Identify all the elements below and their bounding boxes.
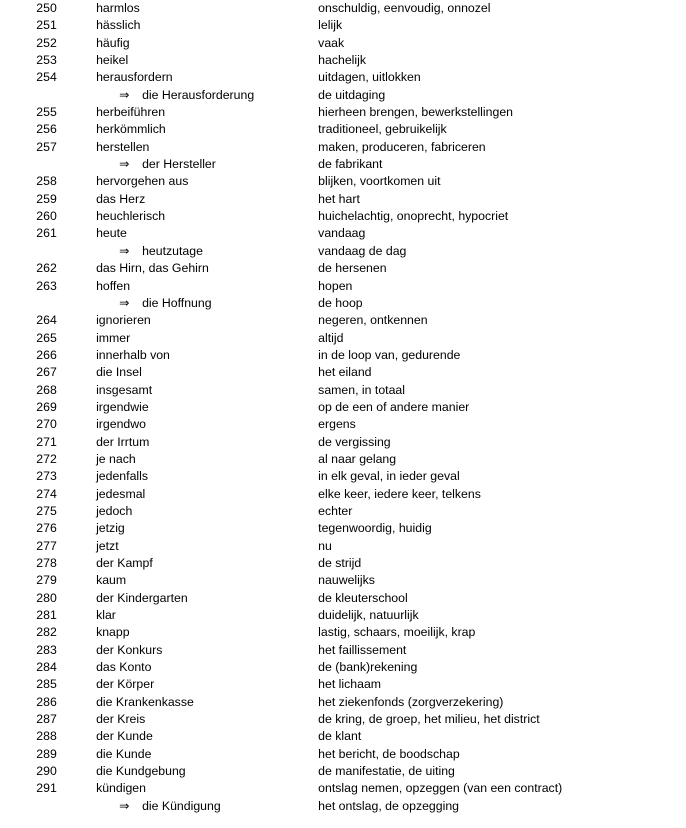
german-term [96,347,318,364]
subentry-wrapper [96,798,221,815]
german-subterm-label: die Hoffnung [142,295,212,310]
german-term-label: der Konkurs [96,642,163,657]
german-term [96,434,318,451]
dutch-translation: op de een of andere manier [318,399,470,414]
german-subterm-label: der Hersteller [142,157,216,172]
entry-number: 257 [36,139,57,154]
entry-number: 269 [36,399,57,414]
german-term [96,208,318,225]
double-arrow-right-icon: ⇒ [119,243,130,258]
vocabulary-entry-row [0,780,686,797]
german-term-label: immer [96,330,131,345]
entry-number: 274 [36,486,57,501]
dutch-translation: hachelijk [318,53,367,68]
dutch-translation: huichelachtig, onoprecht, hypocriet [318,209,509,224]
german-term-label: klar [96,608,116,623]
dutch-translation: lastig, schaars, moeilijk, krap [318,625,476,640]
german-term [96,87,318,104]
column-spacer [57,416,96,433]
column-spacer [57,225,96,242]
german-subterm-label: die Herausforderung [142,87,255,102]
entry-number: 272 [36,451,57,466]
german-term [96,312,318,329]
column-spacer [57,780,96,797]
german-term-label: innerhalb von [96,347,170,362]
german-term [96,17,318,34]
column-spacer [57,503,96,520]
dutch-translation: duidelijk, natuurlijk [318,608,419,623]
vocabulary-entry-row [0,434,686,451]
german-term-label: die Kundgebung [96,764,186,779]
german-term-label: irgendwo [96,417,146,432]
dutch-translation: in de loop van, gedurende [318,347,461,362]
vocabulary-entry-row [0,711,686,728]
entry-number: 277 [36,538,57,553]
vocabulary-entry-row [0,659,686,676]
vocabulary-entry-row [0,555,686,572]
german-term [96,139,318,156]
german-term-label: die Kunde [96,746,152,761]
german-term [96,503,318,520]
entry-number: 284 [36,660,57,675]
column-spacer [57,694,96,711]
entry-number: 281 [36,608,57,623]
german-term-label: die Krankenkasse [96,694,194,709]
vocabulary-entry-row [0,225,686,242]
german-term [96,659,318,676]
entry-number: 266 [36,347,57,362]
german-term [96,295,318,312]
entry-number [0,243,57,260]
entry-number: 258 [36,174,57,189]
column-spacer [57,260,96,277]
german-term-label: der Kreis [96,712,146,727]
german-term-label: jetzig [96,521,125,536]
vocabulary-entry-row [0,728,686,745]
dutch-translation: samen, in totaal [318,382,405,397]
vocabulary-entry-row [0,503,686,520]
column-spacer [57,173,96,190]
german-term-label: häufig [96,35,130,50]
column-spacer [57,17,96,34]
dutch-translation: elke keer, iedere keer, telkens [318,486,481,501]
entry-number: 283 [36,642,57,657]
vocabulary-entry-row [0,208,686,225]
german-term-label: irgendwie [96,399,149,414]
german-term [96,191,318,208]
entry-number: 289 [36,746,57,761]
dutch-translation: al naar gelang [318,451,397,466]
german-term [96,607,318,624]
column-spacer [57,520,96,537]
dutch-translation: onschuldig, eenvoudig, onnozel [318,1,491,15]
vocabulary-entry-row [0,104,686,121]
german-term-label: harmlos [96,1,140,15]
vocabulary-entry-row [0,416,686,433]
dutch-translation: blijken, voortkomen uit [318,174,441,189]
german-term-label: je nach [96,451,136,466]
german-term [96,173,318,190]
german-term [96,156,318,173]
vocabulary-entry-row [0,607,686,624]
vocabulary-entry-row [0,260,686,277]
entry-number: 263 [36,278,57,293]
entry-number: 278 [36,556,57,570]
dutch-translation: maken, produceren, fabriceren [318,139,486,154]
dutch-translation: ontslag nemen, opzeggen (van een contract) [318,781,563,796]
german-term-label: jedesmal [96,486,146,501]
german-term-label: heute [96,226,127,241]
german-term-label: herstellen [96,139,150,154]
entry-number: 265 [36,330,57,345]
vocabulary-entry-row [0,330,686,347]
vocabulary-entry-row [0,572,686,589]
dutch-translation: de kleuterschool [318,590,408,605]
german-term [96,572,318,589]
german-term [96,798,318,815]
vocabulary-entry-row [0,312,686,329]
vocabulary-entry-row [0,642,686,659]
column-spacer [57,590,96,607]
dutch-translation: lelijk [318,18,343,33]
dutch-translation: de strijd [318,556,362,570]
german-term-label: der Körper [96,677,155,692]
dutch-translation: ergens [318,417,356,432]
german-term [96,399,318,416]
entry-number: 256 [36,122,57,137]
vocabulary-entry-row [0,520,686,537]
column-spacer [57,642,96,659]
vocabulary-entry-row [0,624,686,641]
dutch-translation: de hoop [318,295,363,310]
german-term [96,278,318,295]
vocabulary-entry-row [0,35,686,52]
dutch-translation: vaak [318,35,345,50]
vocabulary-entry-row [0,69,686,86]
german-term [96,520,318,537]
german-term [96,382,318,399]
entry-number: 285 [36,677,57,692]
double-arrow-right-icon: ⇒ [119,157,130,172]
german-term-label: der Kunde [96,729,153,744]
column-spacer [57,208,96,225]
german-term [96,711,318,728]
vocabulary-subentry-row [0,295,686,312]
column-spacer [57,572,96,589]
german-term [96,468,318,485]
entry-number: 286 [36,694,57,709]
vocabulary-entry-row [0,538,686,555]
double-arrow-right-icon: ⇒ [119,87,130,102]
dutch-translation: de fabrikant [318,157,383,172]
entry-number: 271 [36,434,57,449]
german-term [96,52,318,69]
german-term [96,694,318,711]
german-term-label: knapp [96,625,130,640]
entry-number: 254 [36,70,57,85]
double-arrow-right-icon: ⇒ [119,798,130,813]
entry-number: 262 [36,261,57,276]
column-spacer [57,538,96,555]
column-spacer [57,555,96,572]
column-spacer [57,191,96,208]
german-term-label: das Konto [96,660,152,675]
vocabulary-subentry-row [0,243,686,260]
column-spacer [57,399,96,416]
column-spacer [57,295,96,312]
double-arrow-right-icon: ⇒ [119,295,130,310]
dutch-translation: altijd [318,330,344,345]
vocabulary-subentry-row [0,156,686,173]
german-term-label: herausfordern [96,70,173,85]
german-term [96,121,318,138]
german-term [96,364,318,381]
column-spacer [57,364,96,381]
dutch-translation: de klant [318,729,362,744]
german-term [96,624,318,641]
german-term-label: jedoch [96,503,133,518]
german-term [96,486,318,503]
entry-number [0,156,57,173]
german-term-label: die Insel [96,365,142,380]
column-spacer [57,121,96,138]
vocabulary-entry-row [0,763,686,780]
dutch-translation: tegenwoordig, huidig [318,521,432,536]
dutch-translation: het faillissement [318,642,407,657]
dutch-translation: de uitdaging [318,87,386,102]
entry-number: 250 [36,1,57,15]
vocabulary-entry-row [0,121,686,138]
vocabulary-entry-row [0,364,686,381]
vocabulary-subentry-row [0,798,686,815]
german-term-label: der Irrtum [96,434,150,449]
dutch-translation: negeren, ontkennen [318,313,428,328]
german-term-label: jetzt [96,538,119,553]
dutch-translation: het hart [318,191,360,206]
entry-number: 260 [36,209,57,224]
entry-number: 276 [36,521,57,536]
vocabulary-subentry-row [0,87,686,104]
german-term-label: das Herz [96,191,146,206]
column-spacer [57,278,96,295]
entry-number [0,87,57,104]
dutch-translation: hopen [318,278,353,293]
vocabulary-entry-row [0,0,686,17]
entry-number: 275 [36,503,57,518]
column-spacer [57,676,96,693]
entry-number: 279 [36,573,57,588]
column-spacer [57,659,96,676]
column-spacer [57,728,96,745]
column-spacer [57,69,96,86]
vocabulary-entry-row [0,486,686,503]
dutch-translation: de hersenen [318,261,387,276]
vocabulary-entry-row [0,694,686,711]
german-term [96,590,318,607]
entry-number: 290 [36,764,57,779]
german-term [96,69,318,86]
german-term-label: heuchlerisch [96,209,166,224]
german-term-label: kaum [96,573,127,588]
german-term-label: das Hirn, das Gehirn [96,261,209,276]
entry-number: 253 [36,53,57,68]
german-term [96,728,318,745]
german-term [96,538,318,555]
german-term [96,35,318,52]
german-term-label: jedenfalls [96,469,149,484]
entry-number: 287 [36,712,57,727]
entry-number: 259 [36,191,57,206]
german-term [96,763,318,780]
column-spacer [57,451,96,468]
german-subterm-label: heutzutage [142,243,203,258]
german-term-label: insgesamt [96,382,153,397]
entry-number: 268 [36,382,57,397]
vocabulary-entry-row [0,52,686,69]
german-term-label: hoffen [96,278,131,293]
column-spacer [57,624,96,641]
entry-number: 261 [36,226,57,241]
german-term [96,780,318,797]
dutch-translation: het bericht, de boodschap [318,746,460,761]
german-term-label: hervorgehen aus [96,174,189,189]
subentry-wrapper [96,156,216,173]
column-spacer [57,468,96,485]
entry-number [0,798,57,815]
column-spacer [57,87,96,104]
entry-number: 291 [36,781,57,796]
entry-number: 255 [36,105,57,120]
entry-number: 267 [36,365,57,380]
german-term [96,104,318,121]
german-term-label: der Kindergarten [96,590,188,605]
german-term [96,451,318,468]
vocabulary-entry-row [0,399,686,416]
column-spacer [57,763,96,780]
german-term [96,555,318,572]
subentry-wrapper [96,243,203,260]
german-subterm-label: die Kündigung [142,798,221,813]
vocabulary-entry-row [0,173,686,190]
german-term-label: hässlich [96,18,141,33]
subentry-wrapper [96,87,254,104]
entry-number: 264 [36,313,57,328]
dutch-translation: de vergissing [318,434,391,449]
vocabulary-entry-row [0,17,686,34]
dutch-translation: echter [318,503,353,518]
column-spacer [57,35,96,52]
german-term [96,243,318,260]
dutch-translation: vandaag de dag [318,243,407,258]
dutch-translation: het ontslag, de opzegging [318,798,460,813]
vocabulary-entry-row [0,191,686,208]
german-term-label: ignorieren [96,313,151,328]
column-spacer [57,746,96,763]
german-term-label: herkömmlich [96,122,166,137]
vocabulary-entry-row [0,451,686,468]
vocabulary-entry-row [0,139,686,156]
dutch-translation: het eiland [318,365,372,380]
dutch-translation: hierheen brengen, bewerkstellingen [318,105,514,120]
german-term-label: herbeiführen [96,105,166,120]
dutch-translation: nauwelijks [318,573,375,588]
entry-number: 270 [36,417,57,432]
entry-number: 288 [36,729,57,744]
entry-number: 251 [36,18,57,33]
vocabulary-entry-row [0,278,686,295]
german-term [96,225,318,242]
dutch-translation: vandaag [318,226,366,241]
german-term [96,746,318,763]
vocabulary-entry-row [0,746,686,763]
dutch-translation: het ziekenfonds (zorgverzekering) [318,694,504,709]
dutch-translation: de manifestatie, de uiting [318,764,455,779]
column-spacer [57,312,96,329]
column-spacer [57,104,96,121]
dutch-translation: de (bank)rekening [318,660,418,675]
dutch-translation: uitdagen, uitlokken [318,70,421,85]
column-spacer [57,382,96,399]
vocabulary-entry-row [0,590,686,607]
dutch-translation: in elk geval, in ieder geval [318,469,460,484]
entry-number: 252 [36,35,57,50]
column-spacer [57,139,96,156]
vocabulary-entry-row [0,468,686,485]
german-term [96,260,318,277]
column-spacer [57,52,96,69]
german-term [96,0,318,17]
column-spacer [57,711,96,728]
column-spacer [57,330,96,347]
column-spacer [57,243,96,260]
column-spacer [57,607,96,624]
column-spacer [57,156,96,173]
dutch-translation: het lichaam [318,677,382,692]
entry-number [0,295,57,312]
german-term [96,330,318,347]
entry-number: 280 [36,590,57,605]
column-spacer [57,434,96,451]
vocabulary-entry-row [0,676,686,693]
vocabulary-entry-row [0,382,686,399]
german-term [96,676,318,693]
german-term-label: heikel [96,53,129,68]
german-term-label: der Kampf [96,556,153,570]
column-spacer [57,486,96,503]
column-spacer [57,0,96,17]
german-term-label: kündigen [96,781,146,796]
dutch-translation: nu [318,538,332,553]
subentry-wrapper [96,295,212,312]
entry-number: 282 [36,625,57,640]
german-term [96,642,318,659]
entry-number: 273 [36,469,57,484]
column-spacer [57,798,96,815]
german-term [96,416,318,433]
dutch-translation: traditioneel, gebruikelijk [318,122,447,137]
dutch-translation: de kring, de groep, het milieu, het district [318,712,540,727]
vocabulary-entry-row [0,347,686,364]
column-spacer [57,347,96,364]
